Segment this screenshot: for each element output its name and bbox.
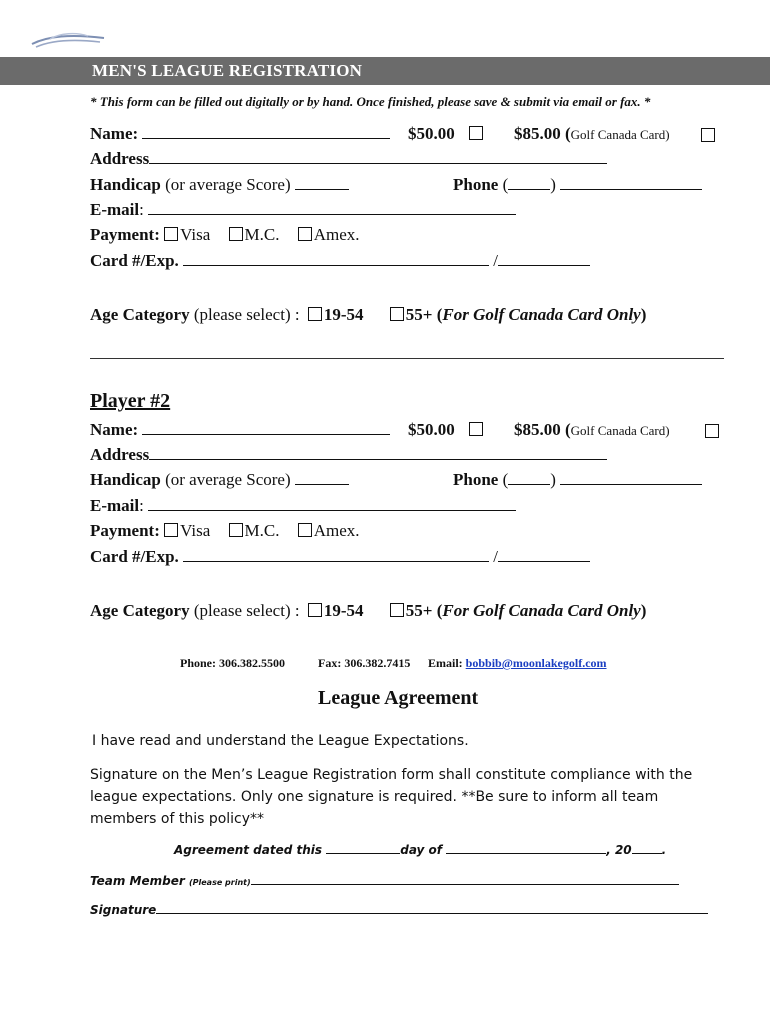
signature-field[interactable] bbox=[156, 912, 708, 914]
p1-age-row: Age Category (please select) : 19-54 55+ (For Golf Canada Card Only) bbox=[90, 305, 647, 324]
p2-visa-checkbox[interactable] bbox=[164, 523, 178, 537]
p1-visa-checkbox[interactable] bbox=[164, 227, 178, 241]
p2-amex-checkbox[interactable] bbox=[298, 523, 312, 537]
p2-price-85-checkbox[interactable] bbox=[705, 424, 719, 438]
p2-card-field[interactable] bbox=[183, 560, 489, 562]
p1-email-row: E-mail: bbox=[90, 200, 516, 220]
p2-age-55-checkbox[interactable] bbox=[390, 603, 404, 617]
p2-price-50-checkbox[interactable] bbox=[469, 422, 483, 436]
agreement-line1: I have read and understand the League Expectations. bbox=[92, 733, 469, 749]
p1-price-85: $85.00 (Golf Canada Card) bbox=[514, 124, 670, 143]
p2-name-row: Name: bbox=[90, 420, 390, 440]
p1-price-50-checkbox[interactable] bbox=[469, 126, 483, 140]
agreement-year-field[interactable] bbox=[632, 852, 662, 854]
form-title: MEN'S LEAGUE REGISTRATION bbox=[92, 61, 363, 80]
p1-phone-field[interactable] bbox=[560, 188, 702, 190]
p2-phone-field[interactable] bbox=[560, 483, 702, 485]
p1-price-50: $50.00 bbox=[408, 124, 485, 144]
contact-email-row: Email: bobbib@moonlakegolf.com bbox=[428, 656, 607, 670]
p1-card-field[interactable] bbox=[183, 264, 489, 266]
p2-price-50: $50.00 bbox=[408, 420, 485, 440]
p2-age-19-54-checkbox[interactable] bbox=[308, 603, 322, 617]
p1-mc-checkbox[interactable] bbox=[229, 227, 243, 241]
p1-age-55-checkbox[interactable] bbox=[390, 307, 404, 321]
p1-name-row bbox=[90, 124, 390, 144]
p2-card-row: Card #/Exp. / bbox=[90, 547, 590, 567]
golf-club-logo bbox=[30, 30, 106, 55]
p2-email-field[interactable] bbox=[148, 509, 516, 511]
p1-name-field[interactable] bbox=[142, 137, 390, 139]
contact-email-link[interactable]: bobbib@moonlakegolf.com bbox=[465, 656, 607, 670]
p2-exp-field[interactable] bbox=[498, 560, 590, 562]
p2-name-field[interactable] bbox=[142, 433, 390, 435]
team-member-field[interactable] bbox=[251, 883, 679, 885]
agreement-line2: Signature on the Men’s League Registration form shall constitute compliance with the league expectations. Only one signature is required. **Be sure to inform all team members of this policy** bbox=[90, 767, 693, 827]
p1-amex-checkbox[interactable] bbox=[298, 227, 312, 241]
p1-area-code-field[interactable] bbox=[508, 188, 550, 190]
p1-handicap-field[interactable] bbox=[295, 188, 349, 190]
p2-address-field[interactable] bbox=[149, 458, 607, 460]
signature-row: Signature bbox=[90, 903, 708, 917]
player2-title: Player #2 bbox=[90, 390, 171, 412]
agreement-day-field[interactable] bbox=[326, 852, 400, 854]
p2-handicap-field[interactable] bbox=[295, 483, 349, 485]
contact-phone: Phone: 306.382.5500 bbox=[180, 656, 285, 670]
agreement-dated-row: Agreement dated this day of , 20 . bbox=[174, 843, 667, 857]
title-banner bbox=[0, 57, 770, 85]
p2-email-row: E-mail: bbox=[90, 496, 516, 516]
section-divider bbox=[90, 358, 724, 359]
p1-exp-field[interactable] bbox=[498, 264, 590, 266]
p1-price-85-checkbox[interactable] bbox=[701, 128, 715, 142]
p2-phone-row: Phone ( ) bbox=[453, 470, 702, 490]
p2-price-85: $85.00 (Golf Canada Card) bbox=[514, 420, 670, 439]
p2-payment-row: Payment: Visa M.C. Amex. bbox=[90, 521, 360, 540]
p2-mc-checkbox[interactable] bbox=[229, 523, 243, 537]
p1-age-19-54-checkbox[interactable] bbox=[308, 307, 322, 321]
p1-address-row: Address bbox=[90, 149, 607, 169]
p1-name-label: Name: bbox=[90, 124, 139, 143]
contact-fax: Fax: 306.382.7415 bbox=[318, 656, 411, 670]
form-notice: * This form can be filled out digitally or by hand. Once finished, please save & submit via email or fax. * bbox=[90, 94, 651, 109]
p1-email-field[interactable] bbox=[148, 213, 516, 215]
agreement-title: League Agreement bbox=[318, 687, 479, 709]
p1-address-field[interactable] bbox=[149, 162, 607, 164]
p2-handicap-row: Handicap (or average Score) bbox=[90, 470, 349, 490]
p2-area-code-field[interactable] bbox=[508, 483, 550, 485]
p1-handicap-row: Handicap (or average Score) bbox=[90, 175, 349, 195]
p1-card-row: Card #/Exp. / bbox=[90, 251, 590, 271]
agreement-month-field[interactable] bbox=[446, 852, 606, 854]
p2-address-row: Address bbox=[90, 445, 607, 465]
p1-payment-row: Payment: Visa M.C. Amex. bbox=[90, 225, 360, 244]
p1-phone-row: Phone ( ) bbox=[453, 175, 702, 195]
p2-age-row: Age Category (please select) : 19-54 55+ (For Golf Canada Card Only) bbox=[90, 601, 647, 620]
team-member-row: Team Member (Please print) bbox=[90, 874, 679, 888]
